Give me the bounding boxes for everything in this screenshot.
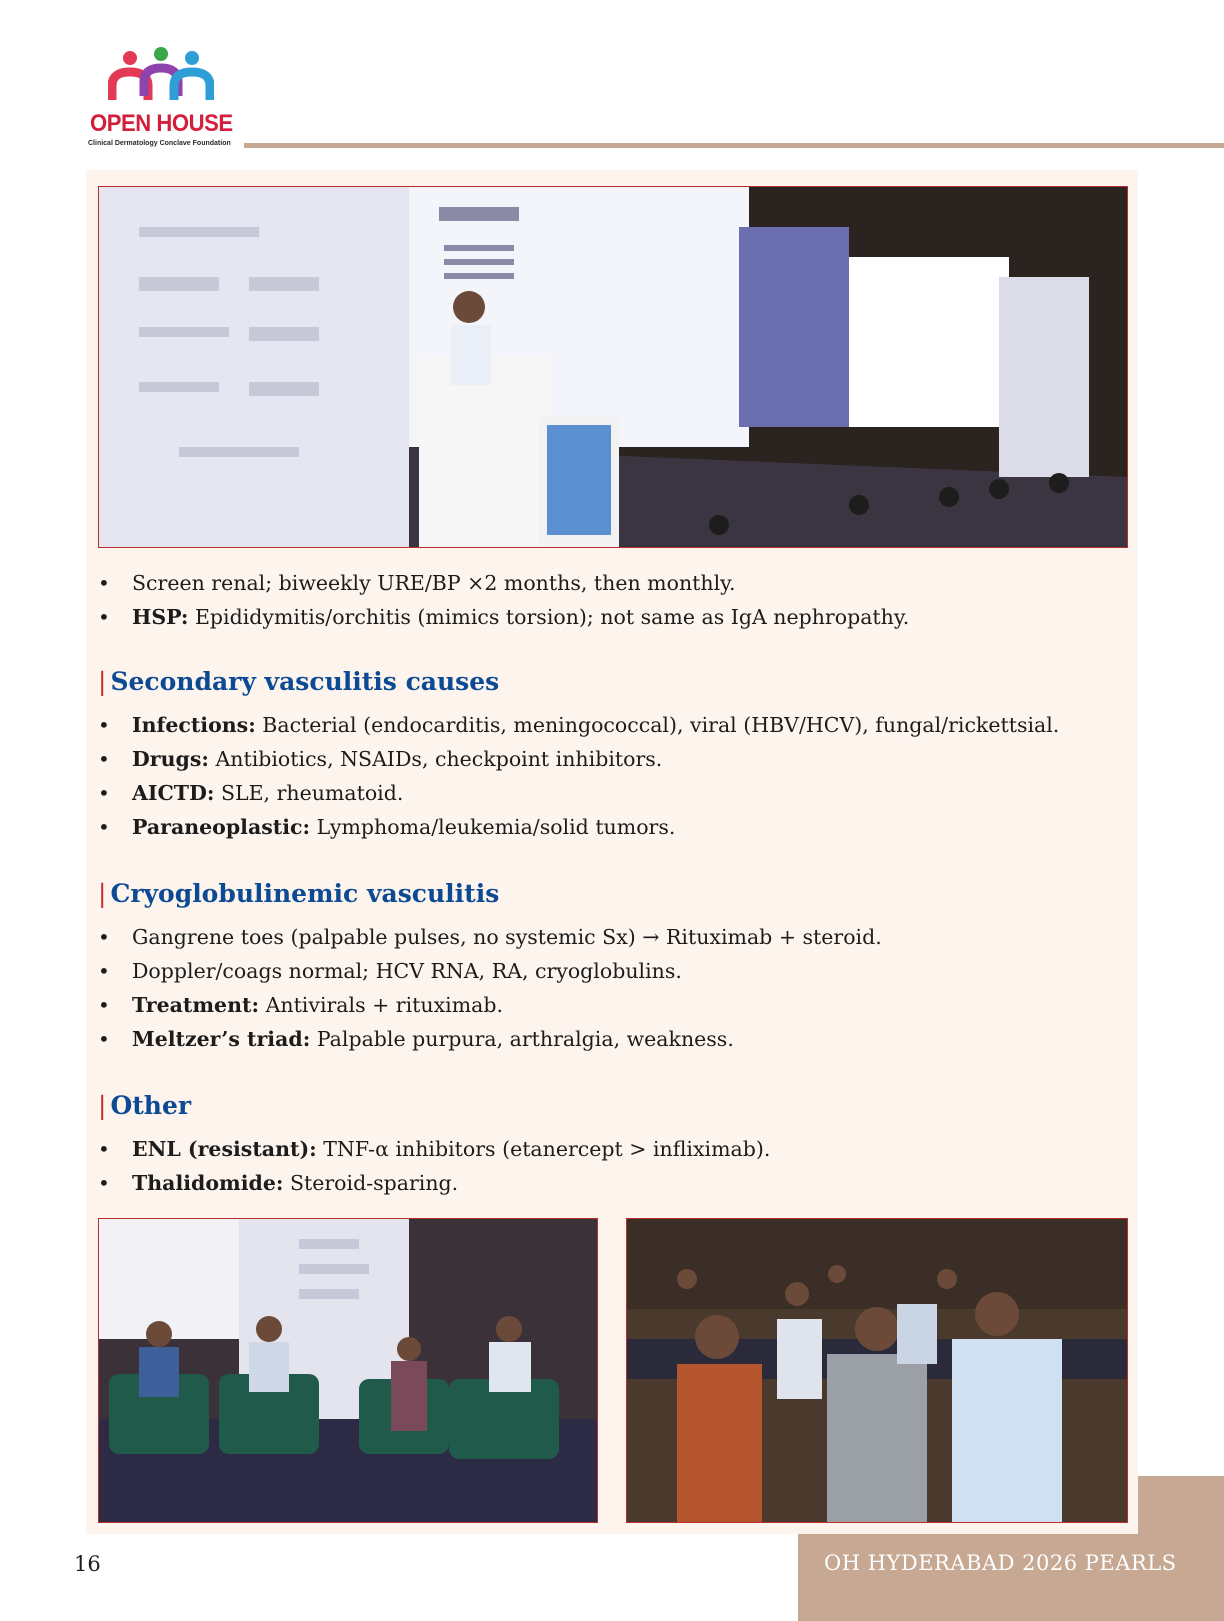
list-item: • Doppler/coags normal; HCV RNA, RA, cryoglobulins. [98,954,1128,988]
audience-photo [626,1218,1128,1523]
footer-band [798,1534,1224,1621]
speaker-at-podium-icon [99,187,1127,547]
panel-discussion-icon [99,1219,597,1522]
list-item: • Meltzer’s triad: Palpable purpura, arthralgia, weakness. [98,1022,1128,1056]
logo-wordmark: OPEN HOUSE [90,110,233,137]
conference-stage-photo [98,186,1128,548]
list-item: • AICTD: SLE, rheumatoid. [98,776,1128,810]
list-item: • ENL (resistant): TNF-α inhibitors (etanercept > infliximab). [98,1132,1128,1166]
section-heading: | Other [98,1091,192,1120]
section-heading: | Secondary vasculitis causes [98,667,500,696]
section-list [98,1132,1128,1200]
people-logo-icon [108,46,214,104]
list-item: • Infections: Bacterial (endocarditis, meningococcal), viral (HBV/HCV), fungal/rickettsial. [98,708,1128,742]
list-item: • Drugs: Antibiotics, NSAIDs, checkpoint inhibitors. [98,742,1128,776]
section-list [98,920,1128,1056]
list-item: • Screen renal; biweekly URE/BP ×2 months, then monthly. [98,566,1128,600]
list-item: • Gangrene toes (palpable pulses, no systemic Sx) → Rituximab + steroid. [98,920,1128,954]
panel-discussion-photo [98,1218,598,1523]
audience-icon [627,1219,1127,1522]
list-item: • Treatment: Antivirals + rituximab. [98,988,1128,1022]
list-item: • HSP: Epididymitis/orchitis (mimics torsion); not same as IgA nephropathy. [98,600,1128,634]
footer-tab [1138,1476,1224,1534]
logo-tagline: Clinical Dermatology Conclave Foundation [88,140,231,147]
section-heading: | Cryoglobulinemic vasculitis [98,879,500,908]
header-rule [244,143,1224,148]
section-list [98,708,1128,844]
intro-list [98,566,1128,634]
list-item: • Thalidomide: Steroid-sparing. [98,1166,1128,1200]
list-item: • Paraneoplastic: Lymphoma/leukemia/solid tumors. [98,810,1128,844]
publication-title: OH HYDERABAD 2026 PEARLS [824,1551,1177,1575]
page-number: 16 [74,1552,101,1576]
article-body [98,566,1128,1200]
logo [86,46,236,150]
